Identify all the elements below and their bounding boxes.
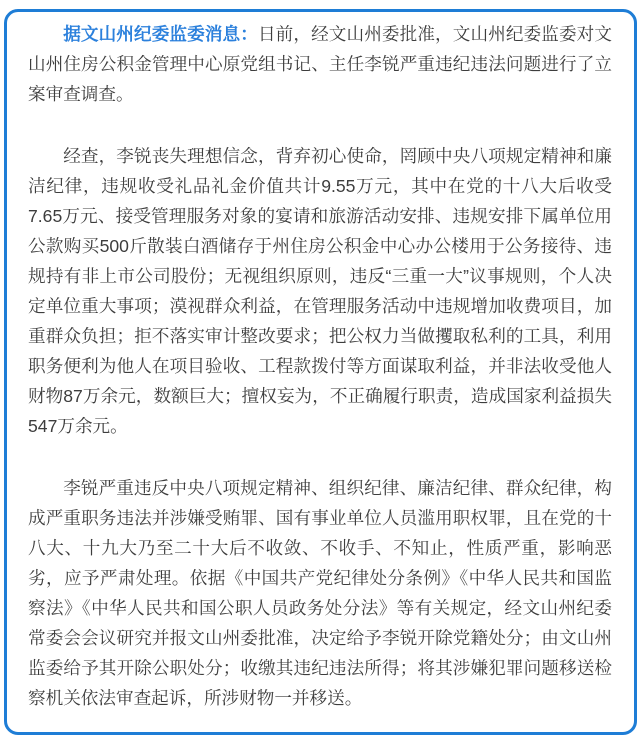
paragraph-investigation-findings: 经查，李锐丧失理想信念，背弃初心使命，罔顾中央八项规定精神和廉洁纪律，违规收受礼品礼金价值共计9.55万元，其中在党的十八大后收受7.65万元、接受管理服务对象的宴请和旅游活动安排、违规安排下属单位用公款购买500斤散装白酒储存于州住房公积金中心办公楼用于公务接待、违规持有非上市公司股份；无视组织原则，违反“三重一大”议事规则，个人决定单位重大事项；漠视群众利益，在管理服务活动中违规增加收费项目，加重群众负担；拒不落实审计整改要求；把公权力当做攫取私利的工具，利用职务便利为他人在项目验收、工程款拨付等方面谋取利益，并非法收受他人财物87万余元，数额巨大；擅权妄为，不正确履行职责，造成国家利益损失547万余元。 (28, 146, 612, 436)
paragraph-intro (28, 19, 612, 109)
paragraph-intro-text: 日前，经文山州委批准，文山州纪委监委对文山州住房公积金管理中心原党组书记、主任李锐严重违纪违法问题进行了立案审查调查。 (28, 24, 612, 104)
paragraph-decision: 李锐严重违反中央八项规定精神、组织纪律、廉洁纪律、群众纪律，构成严重职务违法并涉嫌受贿罪、国有事业单位人员滥用职权罪，且在党的十八大、十九大乃至二十大后不收敛、不收手、不知止，性质严重，影响恶劣，应予严肃处理。依据《中国共产党纪律处分条例》《中华人民共和国监察法》《中华人民共和国公职人员政务处分法》等有关规定，经文山州纪委常委会会议研究并报文山州委批准，决定给予李锐开除党籍处分；由文山州监委给予其开除公职处分；收缴其违纪违法所得；将其涉嫌犯罪问题移送检察机关依法审查起诉，所涉财物一并移送。 (28, 478, 612, 708)
source-label: 据文山州纪委监委消息： (63, 24, 258, 44)
article-card (4, 9, 637, 735)
